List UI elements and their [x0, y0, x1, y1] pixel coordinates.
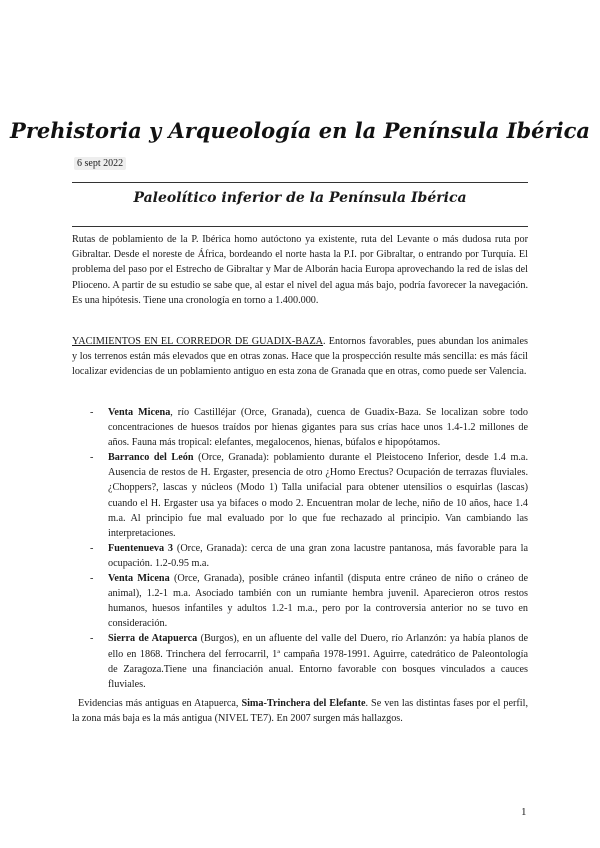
list-item [72, 450, 528, 541]
closing-text-start: Evidencias más antiguas en Atapuerca, [78, 698, 242, 709]
divider-bottom [72, 226, 528, 227]
site-text: (Orce, Granada): cerca de una gran zona lacustre pantanosa, más favorable para la ocupación. 1.2-0.95 m.a. [108, 542, 529, 569]
site-name: Venta Micena [108, 407, 171, 418]
closing-paragraph [72, 696, 528, 726]
closing-text-end: . Se ven las distintas fases por el perfil, la zona más baja es la más antigua (NIVEL TE7). En 2007 surgen más hallazgos. [72, 698, 528, 725]
divider-top [72, 182, 528, 183]
site-name: Fuentenueva 3 [108, 542, 174, 554]
bullet-dash: - [90, 452, 94, 464]
document-title: Prehistoria y Arqueología en la Península Ibérica [10, 118, 590, 143]
bullet-dash: - [90, 633, 94, 645]
bullet-dash: - [90, 573, 94, 585]
closing-highlight: Sima-Trinchera del Elefante [241, 698, 366, 709]
page-number: 1 [521, 806, 527, 818]
list-item [72, 405, 528, 450]
sites-list [72, 405, 528, 692]
corridor-paragraph [72, 334, 528, 380]
site-text: (Orce, Granada), posible cráneo infantil (disputa entre cráneo de niño o cráneo de animal), 1.2-1 m.a. Asociado también con un rumiante hembra juvenil. Aparecieron otros restos humanos, huesos infantiles y adultos 1.2-1 m.a., pero por la controversia anterior no se tuvo en consideración. [108, 573, 528, 630]
list-item [72, 631, 528, 691]
bullet-dash: - [90, 542, 94, 554]
site-name: Sierra de Atapuerca [108, 633, 198, 645]
site-text: , río Castilléjar (Orce, Granada), cuenca de Guadix-Baza. Se localizan sobre todo concentraciones de huesos traídos por hienas gigantes para sus crías hace unos 1.4-1.2 millones de años. Fauna más tropical: elefantes, megalocenos, hienas, búfalos e hipopótamos. [108, 407, 528, 449]
site-name: Barranco del León [108, 452, 194, 464]
site-text: (Orce, Granada): poblamiento durante el Pleistoceno Inferior, desde 1.4 m.a. Ausencia de restos de H. Ergaster, presencia de otro ¿Homo Erectus? Ocupación de terrazas fluviales. ¿Choppers?, lascas y núcleos (Modo 1) Talla unifacial para obtener utensilios o esquirlas (lascas) cuando el H. Ergaster usa ya bifaces o modo 2. Encuentran molar de leche, niño de 10 años, hace 1.4 m.a. Al principio fue mal evaluado por lo que fue rechazado al principio. Van cambiando las interpretaciones. [108, 452, 528, 539]
corridor-heading: YACIMIENTOS EN EL CORREDOR DE GUADIX-BAZA [72, 336, 324, 347]
site-text: (Burgos), en un afluente del valle del Duero, río Arlanzón: ya había planos de ello en 1868. Trinchera del ferrocarril, 1ª campaña 1978-1991. Aguirre, catedrático de Paleontología de Zaragoza.Tiene una financiación anual. Entorno favorable con bosques vinculados a cauces fluviales. [108, 633, 528, 690]
corridor-text: . Entornos favorables, pues abundan los animales y los terrenos están más elevados que en otras zonas. Hace que la prospección resulte más sencilla: es más fácil localizar evidencias de un poblamiento antiguo en esta zona de Granada que en otras, como puede ser Valencia. [72, 336, 529, 378]
site-name: Venta Micena [108, 573, 170, 585]
date-chip[interactable]: 6 sept 2022 [74, 157, 126, 170]
list-item [72, 541, 528, 571]
section-subtitle: Paleolítico inferior de la Península Ibérica [133, 190, 467, 206]
list-item [72, 571, 528, 631]
bullet-dash: - [90, 407, 94, 418]
intro-paragraph: Rutas de poblamiento de la P. Ibérica homo autóctono ya existente, ruta del Levante o más dudosa ruta por Gibraltar. Desde el noreste de África, bordeando el norte hasta la P.I. por Gibraltar, o entrando por Turquía. El problema del paso por el Estrecho de Gibraltar y Mar de Alborán hacia Europa aprovechando la red de islas del Plioceno. A partir de su estudio se sabe que, al estar el nivel del agua más bajo, podría favorecer la navegación. Es una hipótesis. Tiene una cronología en torno a 1.400.000. [72, 234, 528, 306]
